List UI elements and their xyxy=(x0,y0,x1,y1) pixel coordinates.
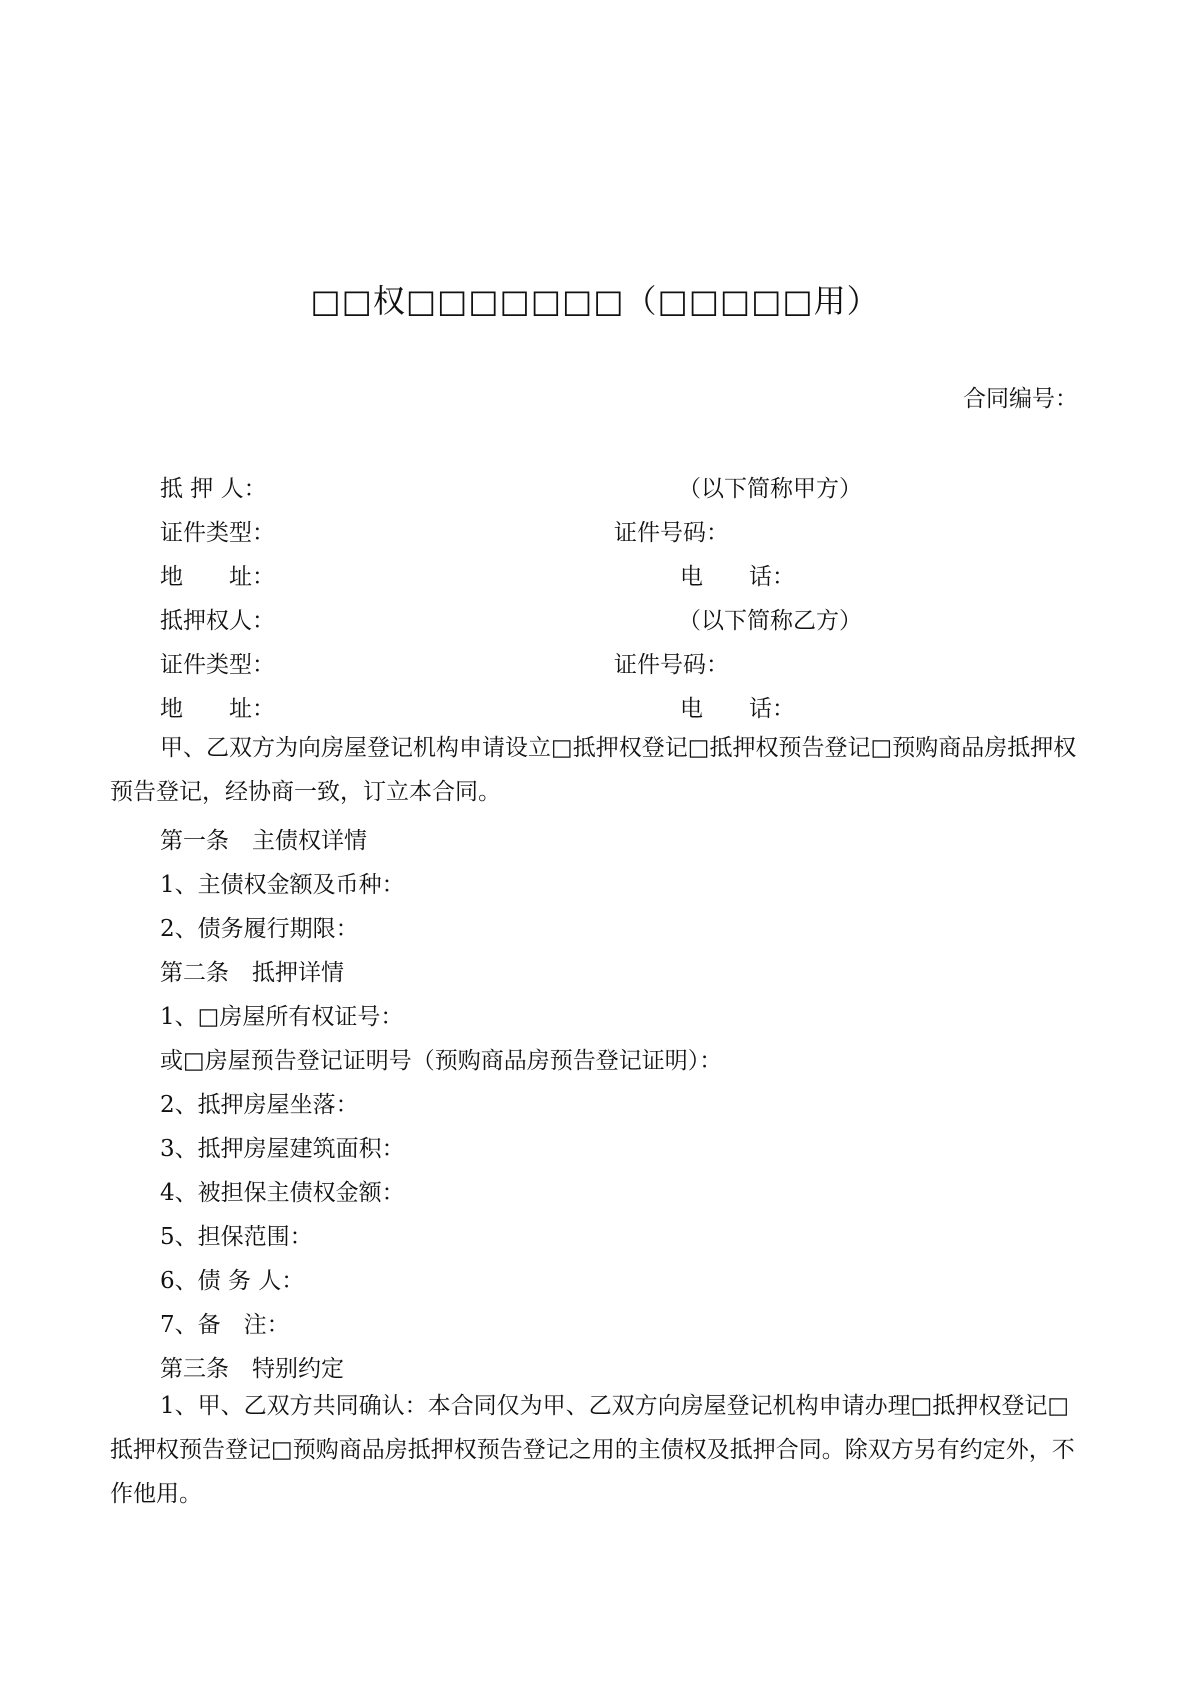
article-2-heading: 第二条 抵押详情 xyxy=(160,960,344,986)
article-3-item-1: 1、甲、乙双方共同确认：本合同仅为甲、乙双方向房屋登记机构申请办理□抵押权登记□抵押权预告登记□预购商品房抵押权预告登记之用的主债权及抵押合同。除双方另有约定外，不作他用。 xyxy=(110,1393,1075,1507)
mortgagor-id-type-label: 证件类型： xyxy=(160,520,275,546)
article-2-item-1: 1、□房屋所有权证号： xyxy=(160,1004,404,1030)
article-2-item-4: 4、被担保主债权金额： xyxy=(160,1180,405,1206)
article-2-item-5: 5、担保范围： xyxy=(160,1224,313,1250)
mortgagee-alias: （以下简称乙方） xyxy=(678,608,862,634)
contract-number-label: 合同编号： xyxy=(963,386,1078,412)
intro-paragraph: 甲、乙双方为向房屋登记机构申请设立□抵押权登记□抵押权预告登记□预购商品房抵押权预告登记，经协商一致，订立本合同。 xyxy=(110,735,1077,805)
article-2-item-6: 6、债 务 人： xyxy=(160,1268,305,1294)
mortgagor-label: 抵 押 人： xyxy=(160,476,267,502)
article-2-item-3: 3、抵押房屋建筑面积： xyxy=(160,1136,405,1162)
article-1-heading: 第一条 主债权详情 xyxy=(160,828,367,854)
document-title: □□权□□□□□□□（□□□□□用） xyxy=(310,282,880,320)
article-3-heading: 第三条 特别约定 xyxy=(160,1356,344,1382)
mortgagee-id-number-label: 证件号码： xyxy=(614,652,729,678)
article-2-item-1b: 或□房屋预告登记证明号（预购商品房预告登记证明）： xyxy=(160,1048,723,1074)
mortgagee-phone-label: 电 话： xyxy=(680,696,795,722)
article-1-item-2: 2、债务履行期限： xyxy=(160,916,359,942)
mortgagee-address-label: 地 址： xyxy=(160,696,275,722)
article-1-item-1: 1、主债权金额及币种： xyxy=(160,872,405,898)
mortgagor-phone-label: 电 话： xyxy=(680,564,795,590)
article-2-item-7: 7、备 注： xyxy=(160,1312,290,1338)
mortgagor-address-label: 地 址： xyxy=(160,564,275,590)
mortgagee-label: 抵押权人： xyxy=(160,608,275,634)
mortgagee-id-type-label: 证件类型： xyxy=(160,652,275,678)
article-2-item-2: 2、抵押房屋坐落： xyxy=(160,1092,359,1118)
mortgagor-alias: （以下简称甲方） xyxy=(678,476,862,502)
mortgagor-id-number-label: 证件号码： xyxy=(614,520,729,546)
